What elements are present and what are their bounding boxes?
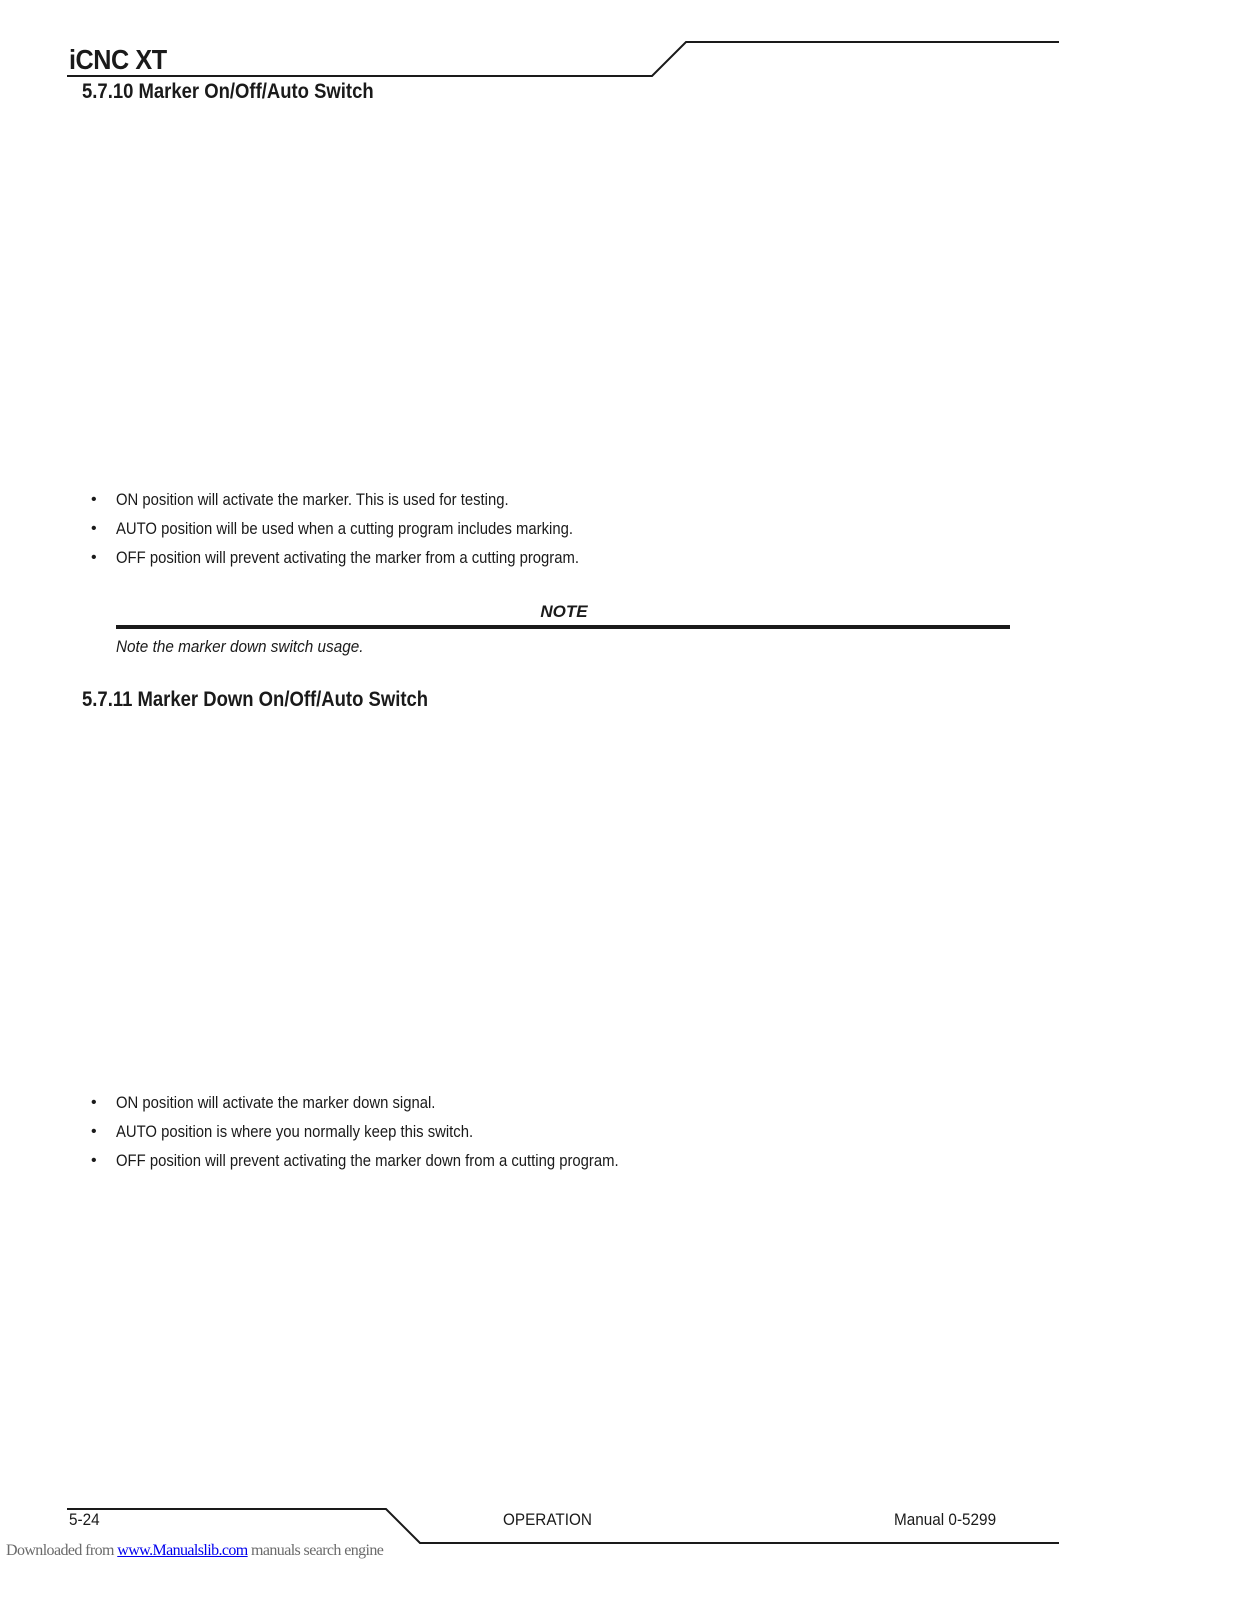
download-source-line — [6, 1542, 383, 1560]
page-number: 5-24 — [69, 1510, 100, 1529]
download-prefix: Downloaded from — [6, 1542, 118, 1559]
download-suffix: manuals search engine — [247, 1542, 384, 1559]
bullet-icon: • — [91, 1123, 97, 1140]
manualslib-link[interactable]: www.Manualslib.com — [117, 1542, 248, 1559]
list-item-text: OFF position will prevent activating the marker from a cutting program. — [116, 549, 580, 567]
section-title-marker-down-switch: 5.7.11 Marker Down On/Off/Auto Switch — [82, 688, 429, 711]
header-rule — [0, 0, 1237, 90]
note-text: Note the marker down switch usage. — [116, 637, 364, 656]
bullet-icon: • — [91, 1152, 97, 1169]
section-title-marker-switch: 5.7.10 Marker On/Off/Auto Switch — [82, 80, 374, 103]
list-item-text: AUTO position is where you normally keep this switch. — [116, 1123, 474, 1141]
bullet-icon: • — [91, 549, 97, 566]
note-label: NOTE — [540, 602, 588, 621]
bullet-icon: • — [91, 1094, 97, 1111]
list-item-text: AUTO position will be used when a cutting program includes marking. — [116, 520, 574, 538]
list-item-text: ON position will activate the marker down signal. — [116, 1094, 436, 1112]
bullet-icon: • — [91, 520, 97, 537]
bullet-icon: • — [91, 491, 97, 508]
note-divider — [116, 625, 1010, 629]
list-item-text: ON position will activate the marker. This is used for testing. — [116, 491, 509, 509]
brand-title: iCNC XT — [69, 44, 167, 75]
list-item-text: OFF position will prevent activating the marker down from a cutting program. — [116, 1152, 619, 1170]
footer-section: OPERATION — [503, 1510, 592, 1529]
manual-number: Manual 0-5299 — [894, 1510, 997, 1529]
